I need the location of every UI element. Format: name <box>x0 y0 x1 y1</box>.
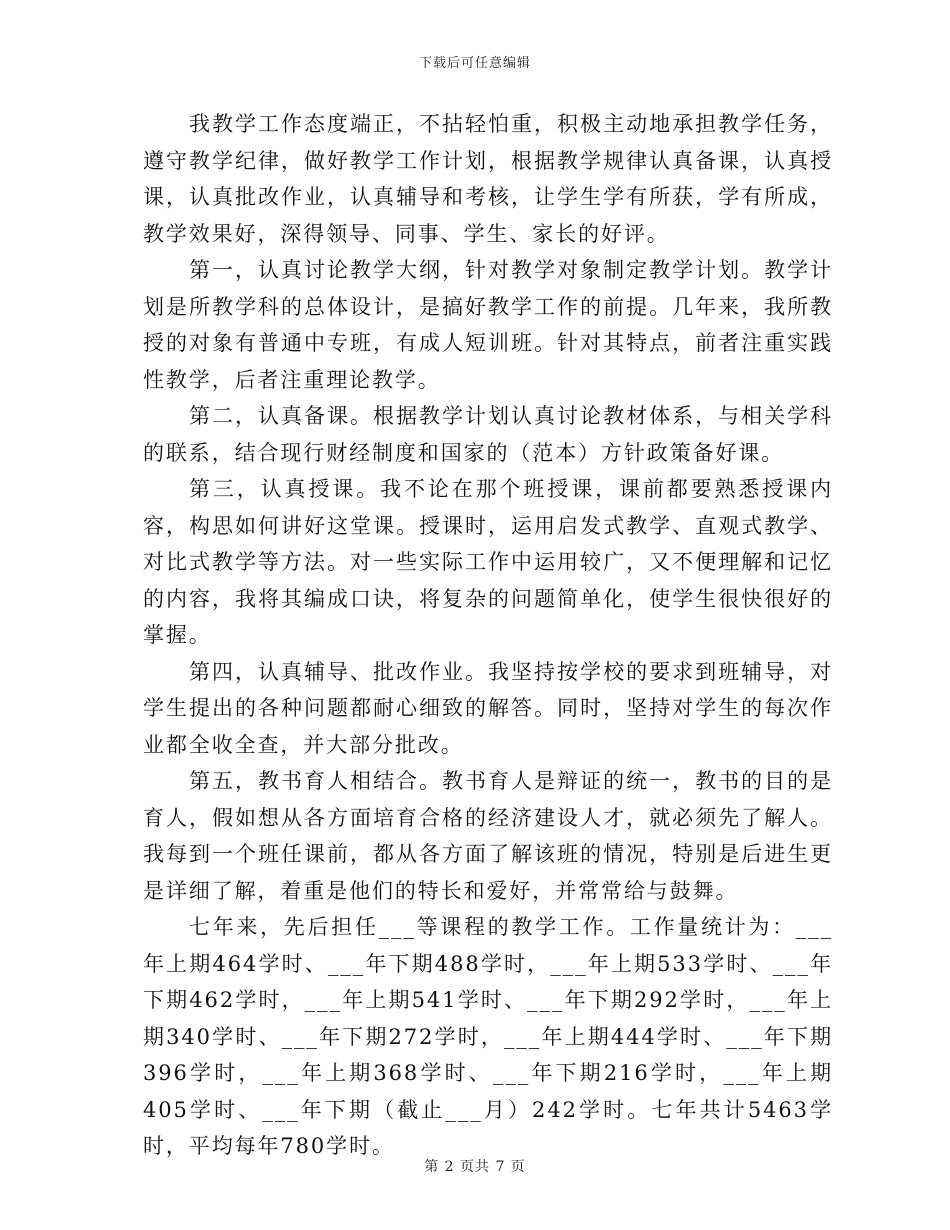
page-header: 下载后可任意编辑 <box>418 56 531 71</box>
paragraph: 第三，认真授课。我不论在那个班授课，课前都要熟悉授课内容，构思如何讲好这堂课。授课时，运用启发式教学、直观式教学、对比式教学等方法。对一些实际工作中运用较广，又不便理解和记忆的内容，我将其编成口诀，将复杂的问题简单化，使学生很快很好的掌握。 <box>143 477 833 647</box>
paragraph: 七年来，先后担任___等课程的教学工作。工作量统计为：___年上期464学时、___年下期488学时，___年上期533学时、___年下期462学时，___年上期541学时、___年下期292学时，___年上期340学时、___年下期272学时，___年上期444学时、___年下期396学时，___年上期368学时、___年下期216学时，___年上期405学时、___年下期（截止___月）242学时。七年共计5463学时，平均每年780学时。 <box>143 915 833 1158</box>
paragraph: 第二，认真备课。根据教学计划认真讨论教材体系，与相关学科的联系，结合现行财经制度和国家的（范本）方针政策备好课。 <box>143 404 833 465</box>
paragraph: 第五，教书育人相结合。教书育人是辩证的统一，教书的目的是育人，假如想从各方面培育合格的经济建设人才，就必须先了解人。我每到一个班任课前，都从各方面了解该班的情况，特别是后进生更是详细了解，着重是他们的特长和爱好，并常常给与鼓舞。 <box>143 769 833 903</box>
paragraph: 我教学工作态度端正，不拈轻怕重，积极主动地承担教学任务，遵守教学纪律，做好教学工作计划，根据教学规律认真备课，认真授课，认真批改作业，认真辅导和考核，让学生学有所获，学有所成，教学效果好，深得领导、同事、学生、家长的好评。 <box>143 112 833 246</box>
page-footer: 第 2 页共 7 页 <box>424 1159 526 1175</box>
paragraph: 第一，认真讨论教学大纲，针对教学对象制定教学计划。教学计划是所教学科的总体设计，是搞好教学工作的前提。几年来，我所教授的对象有普通中专班，有成人短训班。针对其特点，前者注重实践性教学，后者注重理论教学。 <box>143 258 833 392</box>
document-body <box>143 106 833 1165</box>
paragraph: 第四，认真辅导、批改作业。我坚持按学校的要求到班辅导，对学生提出的各种问题都耐心细致的解答。同时，坚持对学生的每次作业都全收全查，并大部分批改。 <box>143 659 833 757</box>
